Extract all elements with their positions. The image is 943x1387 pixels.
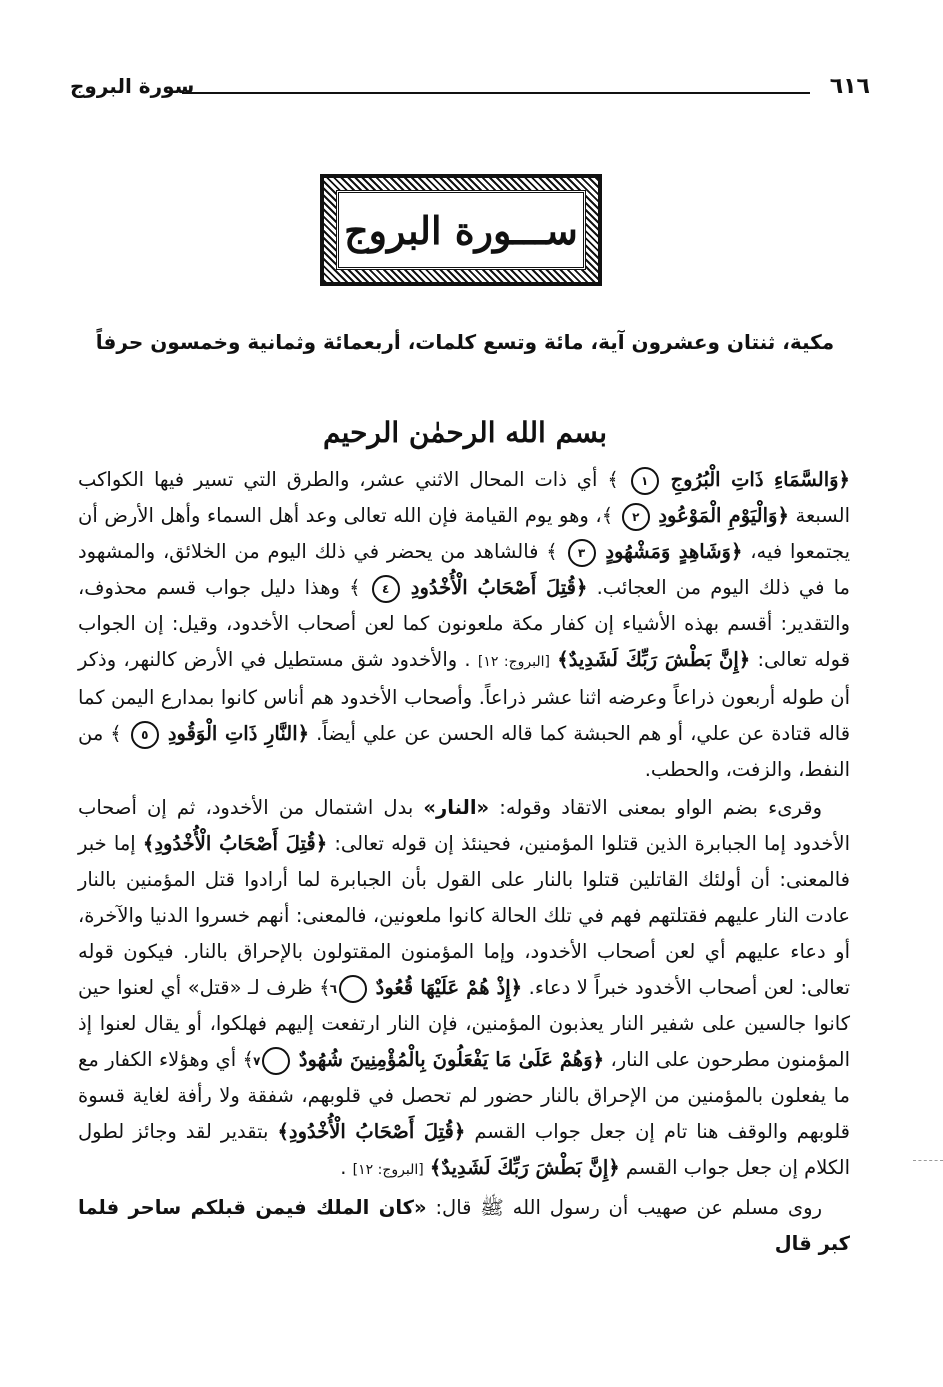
commentary-text: بدل اشتمال من الأخدود، ثم إن أصحاب الأخدود إما الجبابرة الذين قتلوا المؤمنين، فحينئذ إن قوله تعالى: (78, 796, 850, 855)
ayah-number-marker: ٦ (339, 975, 367, 1003)
basmala: بسم الله الرحمٰن الرحيم (323, 416, 607, 449)
commentary-text: ﴾ أي وهؤلاء الكفار مع ما يفعلون بالمؤمنين من الإحراق بالنار حضور لم تحصل في قلوبهم، شفقة ولا رأفة لغاية قسوة قلوبهم والوقف هنا تام إن جعل جواب القسم (78, 1048, 851, 1143)
commentary-text: ﴾ من النفط، والزفت، والحطب. (78, 722, 850, 781)
commentary-text: ﴾ أي ذات المحال الاثني عشر، والطرق التي تسير فيها الكواكب السبعة (78, 468, 850, 527)
verse-2: ﴿وَالْيَوْمِ الْمَوْعُودِ (658, 504, 789, 527)
commentary-text: ﴾ ظرف لـ «قتل» أي لعنوا حين كانوا جالسين على شفير النار يعذبون المؤمنين، فإن النار ارتفعت إليهم فهلكوا، أو يقال لعنوا إذ المؤمنون مطرحون على النار، (78, 976, 851, 1071)
running-header (70, 68, 870, 108)
commentary-text: . (340, 1156, 347, 1179)
hadith-quote: «كان الملك فيمن قبلكم ساحر فلما كبر قال (78, 1196, 850, 1255)
commentary-text: روى مسلم عن صهيب أن رسول الله ﷺ قال: (435, 1196, 822, 1219)
verse-citation: ﴿قُتِلَ أَصْحَابُ الْأُخْدُودِ﴾ (142, 832, 328, 855)
ayah-number-marker: ٢ (622, 503, 650, 531)
verse-6: ﴿إِذْ هُمْ عَلَيْهَا قُعُودٌ (375, 976, 523, 999)
verse-3: ﴿وَشَاهِدٍ وَمَشْهُودٍ (605, 540, 743, 563)
ayah-number-marker: ٤ (372, 575, 400, 603)
ayah-number-marker: ٣ (568, 539, 596, 567)
paragraph-2 (78, 790, 850, 1188)
surah-meta: مكية، ثنتان وعشرون آية، مائة وتسع كلمات، أربعمائة وثمانية وخمسون حرفاً (95, 330, 835, 354)
scan-edge-mark (913, 1160, 943, 1161)
commentary-text: وقرىء بضم الواو بمعنى الاتقاد وقوله: (499, 796, 823, 819)
verse-4: ﴿قُتِلَ أَصْحَابُ الْأُخْدُودِ (410, 576, 588, 599)
running-surah-name: سورة البروج (70, 74, 195, 98)
ayah-number-marker: ٥ (131, 721, 159, 749)
header-rule (182, 92, 810, 94)
verse-citation: ﴿إِنَّ بَطْشَ رَبِّكَ لَشَدِيدٌ﴾ (557, 648, 751, 671)
surah-title-frame (320, 174, 602, 286)
verse-reference: [البروج: ١٢] (477, 654, 550, 670)
quoted-word: «النار» (423, 796, 490, 819)
verse-citation: ﴿قُتِلَ أَصْحَابُ الْأُخْدُودِ﴾ (277, 1120, 466, 1143)
surah-title: ســـورة البروج (344, 207, 578, 253)
verse-7: ﴿وَهُمْ عَلَىٰ مَا يَفْعَلُونَ بِالْمُؤْمِنِينَ شُهُودٌ (298, 1048, 605, 1071)
commentary-text: ﴾ وهذا دليل جواب قسم محذوف، والتقدير: أقسم بهذه الأشياء إن كفار مكة ملعونون كما لعن أصحاب الأخدود، وقيل: إن الجواب قوله تعالى: (78, 576, 851, 671)
commentary-text: إما خبر فالمعنى: أن أولئك القاتلين قتلوا بالنار على القول بأن الجبابرة لما أرادوا قتل المؤمنين بالنار عادت النار عليهم فقتلتهم فهم في تلك الحالة كانوا ملعونين، فالمعنى: أنهم خسروا الدنيا والآخرة، أو دعاء عليهم أي لعن أصحاب الأخدود، وإما المؤمنون المقتولون بالإحراق بالنار. فيكون قوله تعالى: لعن أصحاب الأخدود خبراً لا دعاء. (78, 832, 851, 999)
commentary-body (78, 462, 850, 1262)
verse-reference: [البروج: ١٢] (352, 1162, 424, 1178)
page-number: ٦١٦ (829, 74, 870, 99)
commentary-text: ﴾ فالشاهد من يحضر في ذلك اليوم من الخلائق، والمشهود ما في ذلك اليوم من العجائب. (78, 540, 851, 599)
verse-1: ﴿وَالسَّمَاءِ ذَاتِ الْبُرُوجِ (670, 468, 850, 491)
commentary-text: بتقدير لقد وجائز لطول الكلام إن جعل جواب القسم (78, 1120, 850, 1179)
paragraph-1 (78, 462, 850, 788)
verse-citation: ﴿إِنَّ بَطْشَ رَبِّكَ لَشَدِيدٌ﴾ (429, 1156, 620, 1179)
paragraph-3 (78, 1190, 850, 1262)
commentary-text: . والأخدود شق مستطيل في الأرض كالنهر، وذكر أن طوله أربعون ذراعاً وعرضه اثنا عشر ذراعاً. وأصحاب الأخدود هم أناس كانوا بمدارع اليمن كما قاله قتادة عن علي، أو هم الحبشة كما قاله الحسن عن علي أيضاً. (78, 648, 851, 745)
surah-title-box (336, 190, 586, 270)
verse-5: ﴿النَّارِ ذَاتِ الْوَقُودِ (167, 722, 310, 745)
ayah-number-marker: ١ (631, 467, 659, 495)
ayah-number-marker: ٧ (262, 1047, 290, 1075)
commentary-text: ﴾، وهو يوم القيامة فإن الله تعالى وعد أهل السماء وأهل الأرض أن يجتمعوا فيه، (78, 504, 851, 563)
